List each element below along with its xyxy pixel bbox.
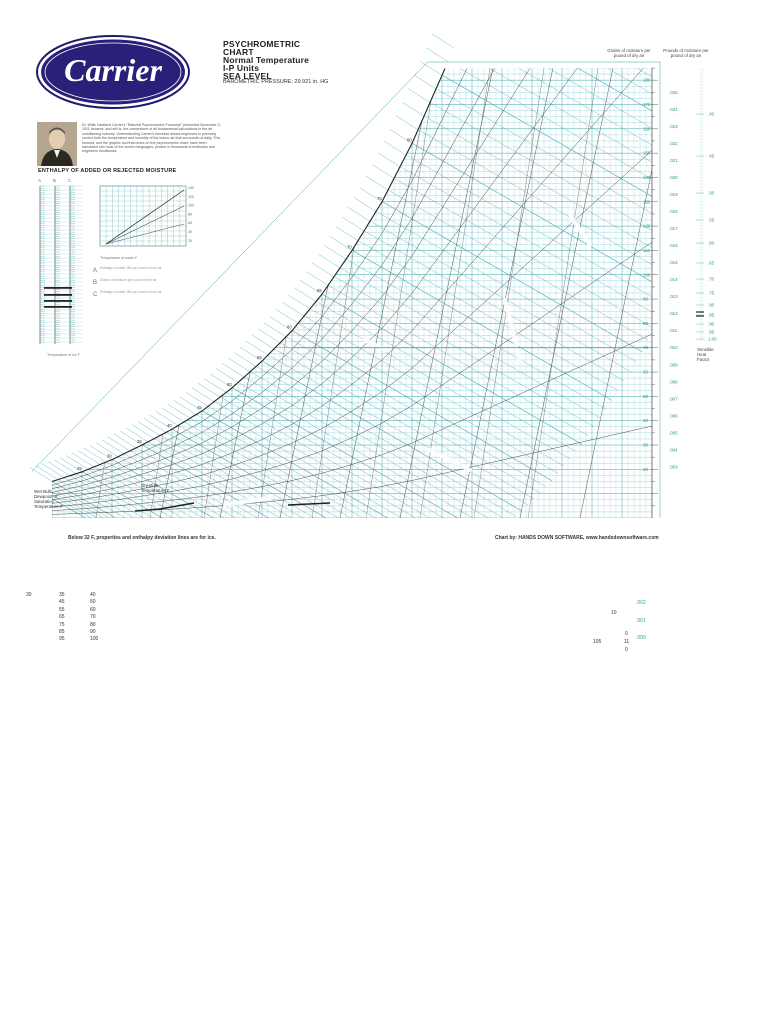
pounds-tick-label: .008	[669, 379, 678, 385]
grains-tick-label: 120	[643, 223, 651, 229]
pounds-tick-label: .005	[669, 430, 678, 436]
title-line-1: PSYCHROMETRIC	[223, 39, 301, 49]
saturation-label: 45	[197, 404, 202, 410]
wet-bulb-line	[516, 0, 768, 35]
enthalpy-scale-line	[420, 61, 442, 75]
stray-value: 70	[90, 614, 96, 621]
inset-tick-label: 40	[188, 230, 192, 234]
shf-tick-label: 1.00	[708, 336, 717, 342]
legend-text-a: Enthalpy of water, Btu per pound of dry air	[100, 266, 162, 270]
enthalpy-scale-line	[324, 245, 346, 259]
stray-value: 10	[611, 610, 617, 616]
stray-value: 80	[90, 621, 96, 628]
legend-text-b: Grains of moisture per pound of dry air	[100, 278, 157, 282]
stray-value: 0	[625, 631, 628, 637]
shf-tick-label: .60	[708, 240, 715, 246]
pounds-tick-label: .003	[669, 464, 678, 470]
specific-volume-line	[580, 58, 675, 518]
enthalpy-scale-line	[402, 102, 424, 116]
pounds-tick-label: .013	[669, 294, 678, 300]
wet-bulb-line	[468, 0, 738, 144]
pounds-tick-label: .022	[669, 140, 678, 146]
enthalpy-scale-line	[372, 164, 394, 178]
stray-value: 65	[59, 614, 65, 621]
shf-tick-label: .50	[708, 190, 715, 196]
pounds-tick-label: .018	[669, 209, 678, 215]
enthalpy-scale-line	[168, 404, 190, 418]
shf-tick-label: .95	[708, 329, 715, 335]
grains-tick-label: 70	[643, 345, 648, 351]
wet-bulb-line	[438, 56, 708, 215]
wet-bulb-line	[294, 310, 564, 466]
enthalpy-scale-line	[294, 288, 316, 302]
saturation-label: 80	[407, 137, 412, 143]
shf-tick-label: .55	[708, 217, 715, 223]
saturation-label: 25	[77, 465, 82, 471]
wet-bulb-line	[96, 453, 366, 560]
wet-bulb-line	[396, 149, 666, 305]
chart-title-block	[223, 40, 423, 80]
deviation-bar	[288, 503, 330, 505]
carrier-logo	[36, 35, 190, 109]
wet-bulb-line	[492, 0, 762, 89]
shf-tick-label: .40	[708, 111, 715, 117]
grains-tick-label: 150	[643, 150, 651, 156]
enthalpy-scale-line	[378, 153, 400, 167]
wet-bulb-line	[192, 405, 462, 560]
grains-tick-label: 90	[643, 296, 648, 302]
enthalpy-scale-line	[288, 295, 310, 309]
inset-line	[106, 206, 184, 244]
enthalpy-scale-line	[366, 176, 388, 190]
stray-value: 90	[90, 629, 96, 636]
glare-mark	[505, 300, 520, 360]
portrait-photo	[37, 122, 77, 166]
legend-key-a: A	[93, 268, 98, 274]
wet-bulb-line	[72, 466, 342, 560]
wet-bulb-line	[228, 377, 498, 533]
enthalpy-marker-bar	[44, 300, 72, 302]
inset-tick-label: 80	[188, 212, 192, 217]
pounds-tick-label: .006	[669, 413, 678, 419]
enthalpy-scale-line	[36, 466, 58, 480]
shf-tick-label: .85	[708, 312, 715, 318]
grains-tick-label: 20	[643, 466, 648, 472]
pounds-tick-label: .011	[669, 328, 678, 334]
specific-volume-line	[280, 58, 375, 518]
wet-bulb-line	[198, 400, 468, 556]
shf-tick-label: .45	[708, 153, 715, 159]
shf-tick-label: .65	[708, 260, 715, 266]
pounds-tick-label: .025	[669, 89, 678, 95]
enthalpy-scale-line	[336, 227, 358, 241]
enthalpy-scale-line	[318, 254, 340, 268]
pounds-tick-label: .004	[669, 447, 678, 453]
enthalpy-scale-line	[84, 448, 106, 462]
shf-tick-label: .75	[708, 290, 715, 296]
enthalpy-scale-line	[348, 207, 370, 221]
enthalpy-scale-line	[114, 434, 136, 448]
enthalpy-scale-line	[426, 48, 448, 62]
enthalpy-scale-line	[72, 453, 94, 467]
title-line-3: Normal Temperature	[223, 55, 310, 65]
enthalpy-scale-line	[312, 263, 334, 277]
wet-bulb-line	[48, 474, 318, 560]
shf-tick-label: .80	[708, 302, 715, 308]
grains-tick-label: 180	[643, 77, 651, 83]
enthalpy-marker-bar	[44, 306, 72, 308]
enthalpy-scale-line	[42, 464, 64, 478]
inset-tick-label: 60	[188, 221, 192, 226]
stray-value: 55	[59, 606, 65, 613]
stray-column-3	[90, 592, 98, 644]
wet-bulb-line	[186, 409, 456, 560]
saturation-label: 40	[167, 423, 172, 429]
grains-tick-label: 170	[643, 101, 651, 107]
enthalpy-scale-line	[138, 422, 160, 436]
grains-tick-label: 60	[643, 369, 648, 375]
enthalpy-panel-title: ENTHALPY OF ADDED OR REJECTED MOISTURE	[38, 168, 177, 174]
pounds-tick-label: .014	[669, 277, 678, 283]
wet-bulb-line	[108, 451, 378, 560]
pounds-tick-label: .019	[669, 191, 678, 197]
enthalpy-scale-line	[396, 116, 418, 130]
stray-value: 85	[59, 629, 65, 636]
grains-tick-label: 140	[643, 174, 651, 180]
grains-tick-label: 160	[643, 126, 651, 132]
barometric-pressure: BAROMETRIC PRESSURE: 29.921 in. HG	[223, 79, 329, 85]
stray-value: 60	[90, 606, 96, 613]
saturation-label: 35	[137, 439, 142, 445]
stray-value: 75	[59, 621, 65, 628]
stray-value: 40	[90, 592, 96, 598]
stray-value: 0	[625, 647, 628, 653]
saturation-label: 30	[107, 453, 112, 459]
stray-value: 45	[59, 599, 65, 606]
inset-tick-label: 120	[188, 194, 194, 199]
wet-bulb-label: Wet-Bulb, Dewpoint or Saturation Temperature F	[34, 489, 63, 509]
wet-bulb-line	[348, 235, 618, 391]
enthalpy-scale-line	[174, 401, 196, 415]
enthalpy-scale-line	[384, 141, 406, 155]
grains-tick-label: 80	[643, 320, 648, 326]
wet-bulb-line	[498, 0, 768, 75]
grains-header: Grains of moisture per pound of dry air	[607, 48, 651, 58]
pounds-tick-label: .023	[669, 123, 678, 129]
wet-bulb-line	[402, 137, 672, 293]
title-line-2: CHART	[223, 47, 254, 57]
pounds-tick-label: .010	[669, 345, 678, 351]
enthalpy-scale-line	[228, 358, 250, 372]
water-temp-label: Temperature of water F	[100, 256, 138, 260]
deviation-bar	[135, 509, 160, 511]
pounds-tick-label: .024	[669, 106, 678, 112]
pounds-tick-label: .020	[669, 174, 678, 180]
inset-tick-label: 20	[188, 238, 192, 243]
enthalpy-scale-line	[30, 468, 52, 482]
specific-volume-line	[460, 58, 555, 518]
enthalpy-scale-line	[204, 378, 226, 392]
wet-bulb-line	[522, 0, 768, 21]
enthalpy-scale-line	[108, 437, 130, 451]
col-label-a: A	[38, 178, 42, 183]
inset-tick-label: 100	[188, 203, 194, 208]
legend-key-b: B	[93, 280, 98, 286]
legend-text-c: Enthalpy of water, Btu per pound of dry air	[100, 290, 162, 294]
wet-bulb-line	[390, 161, 660, 317]
saturation-label: 60	[287, 324, 292, 330]
enthalpy-scale-line	[48, 462, 70, 476]
col-label-b: B	[53, 178, 57, 183]
enthalpy-scale-line	[198, 383, 220, 397]
shf-tick-label: .70	[708, 276, 715, 282]
enthalpy-scale-line	[162, 408, 184, 422]
wet-bulb-line	[456, 15, 726, 171]
dry-bulb-label: Dry-Bulb Temperature F	[141, 483, 170, 493]
carrier-bio-text: Dr. Willis Haviland Carrier's "Rational Psychrometric Formulae" presented December 3, 1911 became, and still is, the cornerstone of all fundamental calculations in the air conditioning industry. Understanding Carrier's formulae allows engineers to precisely control both the temperature and humidity of the indoor air that surrounds us daily. This formula, and the graphic tool that bears on the psychrometric chart, have been translated into most of the world's languages, printed in thousands of textbooks and engineers handbooks.	[82, 123, 221, 154]
stray-value-teal: .000	[636, 635, 646, 641]
stray-value: 100	[90, 636, 99, 643]
enthalpy-scale-line	[306, 271, 328, 285]
wet-bulb-line	[510, 0, 768, 48]
shf-tick-label: .90	[708, 321, 715, 327]
stray-value: 11	[624, 639, 630, 645]
enthalpy-scale-line	[276, 309, 298, 323]
saturation-label: 65	[317, 288, 322, 294]
stray-value: 35	[59, 592, 65, 598]
saturation-label: 50	[227, 381, 232, 387]
saturation-label: 75	[377, 195, 382, 201]
wet-bulb-line	[120, 445, 390, 560]
enthalpy-marker-bar	[44, 287, 72, 289]
grains-tick-label: 130	[643, 199, 651, 205]
stray-value: 50	[90, 599, 96, 606]
specific-volume-line	[220, 58, 315, 518]
enthalpy-marker-bar	[44, 294, 72, 296]
wet-bulb-line	[426, 83, 696, 239]
wet-bulb-line	[366, 206, 636, 362]
pounds-header: Pounds of moisture per pound of dry air	[663, 48, 709, 58]
wet-bulb-line	[60, 470, 330, 560]
wet-bulb-line	[330, 262, 600, 418]
grains-tick-label: 100	[643, 272, 651, 278]
enthalpy-scale-line	[432, 34, 454, 48]
ice-temp-label: Temperature of ice F	[47, 353, 80, 357]
pounds-tick-label: .021	[669, 157, 678, 163]
enthalpy-scale-line	[234, 352, 256, 366]
grains-tick-label: 40	[643, 418, 648, 424]
stray-value-teal: .001	[636, 618, 646, 624]
logo-text: Carrier	[64, 52, 162, 88]
ice-note: Below 32 F, properties and enthalpy deviation lines are for ice.	[68, 535, 216, 541]
stray-value: 95	[59, 636, 65, 643]
wet-bulb-line	[246, 360, 516, 516]
enthalpy-scale-line	[354, 198, 376, 212]
saturation-label: 70	[347, 244, 352, 250]
wet-bulb-line	[180, 412, 450, 560]
enthalpy-scale-line	[54, 460, 76, 474]
pounds-tick-label: .015	[669, 260, 678, 266]
grains-tick-label: 110	[643, 247, 650, 253]
sensible-heat-label: Sensible Heat Factor	[697, 347, 714, 362]
stray-value-teal: .002	[636, 600, 646, 606]
pounds-tick-label: .007	[669, 396, 678, 402]
pounds-tick-label: .016	[669, 243, 678, 249]
wet-bulb-line	[462, 1, 732, 157]
enthalpy-panel	[34, 172, 194, 362]
saturation-label: 55	[257, 355, 262, 361]
enthalpy-scale-line	[192, 388, 214, 402]
inset-tick-label: 140	[188, 186, 194, 190]
wet-bulb-line	[480, 0, 750, 116]
col-label-c: C	[68, 178, 72, 183]
enthalpy-scale-line	[102, 440, 124, 454]
enthalpy-scale-line	[342, 217, 364, 231]
grains-tick-label: 50	[643, 393, 648, 399]
legend-key-c: C	[93, 292, 98, 298]
grains-tick-label: 30	[643, 442, 648, 448]
enthalpy-scale-line	[408, 89, 430, 103]
enthalpy-scale-line	[132, 425, 154, 439]
enthalpy-scale-line	[282, 302, 304, 316]
stray-value: 105	[593, 639, 602, 645]
wet-bulb-line	[234, 371, 504, 527]
wet-bulb-line	[318, 279, 588, 435]
title-line-5: SEA LEVEL	[223, 71, 272, 81]
pounds-tick-label: .017	[669, 226, 678, 232]
enthalpy-scale-line	[144, 418, 166, 432]
credit-note: Chart by: HANDS DOWN SOFTWARE, www.handsdownsoftware.com	[495, 535, 659, 541]
enthalpy-scale-line	[216, 369, 238, 383]
wet-bulb-line	[528, 0, 768, 7]
stray-value: 30	[26, 592, 32, 598]
wet-bulb-line	[324, 271, 594, 427]
title-line-4: I-P Units	[223, 63, 260, 73]
enthalpy-scale-line	[78, 450, 100, 464]
enthalpy-scale-line	[222, 363, 244, 377]
stray-column-2	[59, 592, 65, 644]
pounds-tick-label: .009	[669, 362, 678, 368]
pounds-tick-label: .012	[669, 311, 678, 317]
